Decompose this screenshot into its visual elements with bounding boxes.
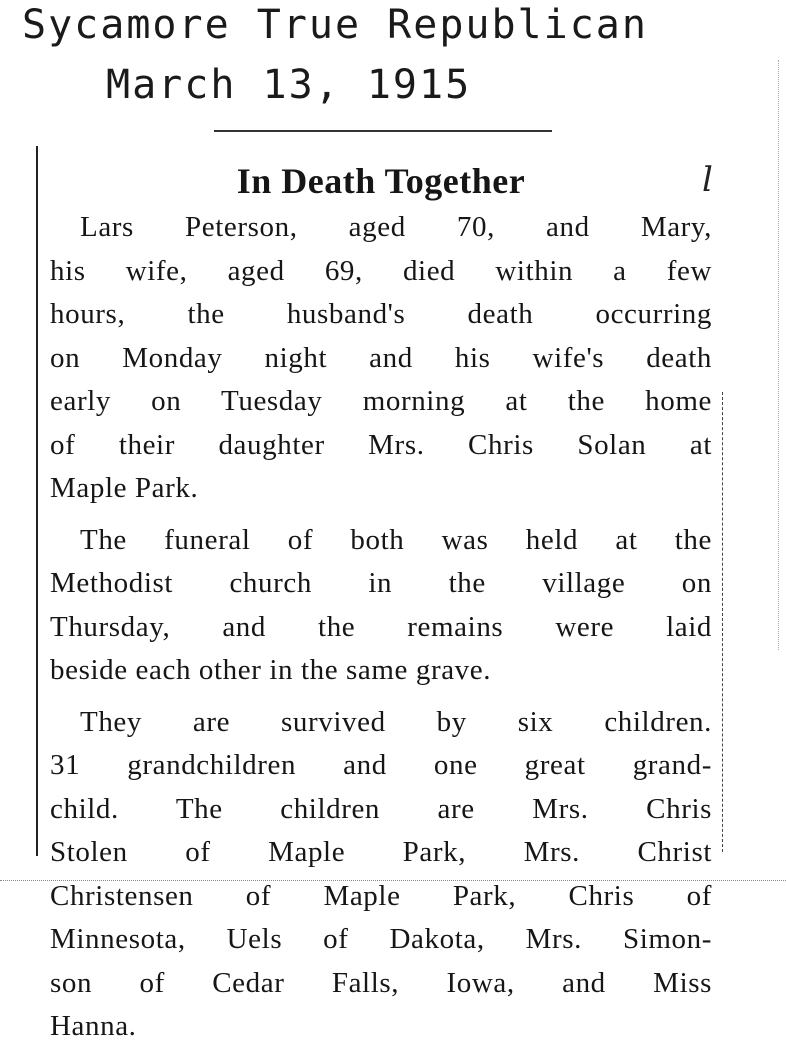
text-line: of their daughter Mrs. Chris Solan at (50, 428, 712, 461)
article-paragraph-3 (50, 701, 712, 1049)
text-line: They are survived by six children. (80, 705, 712, 738)
text-line: Maple Park. (50, 472, 199, 504)
text-line: Stolen of Maple Park, Mrs. Christ (50, 836, 712, 868)
article-paragraph-1 (50, 206, 712, 511)
newspaper-name: Sycamore True Republican (22, 2, 648, 48)
margin-mark: l (702, 160, 713, 200)
text-line: Methodist church in the village on (50, 567, 712, 599)
text-line: his wife, aged 69, died within a few (50, 254, 712, 287)
text-line: Thursday, and the remains were laid (50, 610, 712, 643)
publication-date: March 13, 1915 (106, 62, 472, 108)
text-line: hours, the husband's death occurring (50, 298, 712, 330)
text-line: Christensen of Maple Park, Chris of (50, 879, 712, 912)
scan-edge (778, 60, 779, 650)
text-line: on Monday night and his wife's death (50, 341, 712, 374)
text-line: Minnesota, Uels of Dakota, Mrs. Simon- (50, 923, 712, 955)
text-line: beside each other in the same grave. (50, 654, 492, 686)
text-line: 31 grandchildren and one great grand- (50, 749, 712, 781)
article-paragraph-2 (50, 519, 712, 693)
column-border-left (36, 146, 38, 856)
text-line: child. The children are Mrs. Chris (50, 792, 712, 825)
text-line: Lars Peterson, aged 70, and Mary, (80, 211, 712, 243)
headline-rule (214, 130, 552, 132)
text-line: The funeral of both was held at the (80, 523, 712, 556)
article-headline: In Death Together (236, 161, 526, 201)
text-line: early on Tuesday morning at the home (50, 385, 712, 417)
text-line: Hanna. (50, 1010, 137, 1042)
text-line: son of Cedar Falls, Iowa, and Miss (50, 966, 712, 999)
column-border-right (722, 392, 723, 852)
obituary-article (50, 160, 712, 1057)
